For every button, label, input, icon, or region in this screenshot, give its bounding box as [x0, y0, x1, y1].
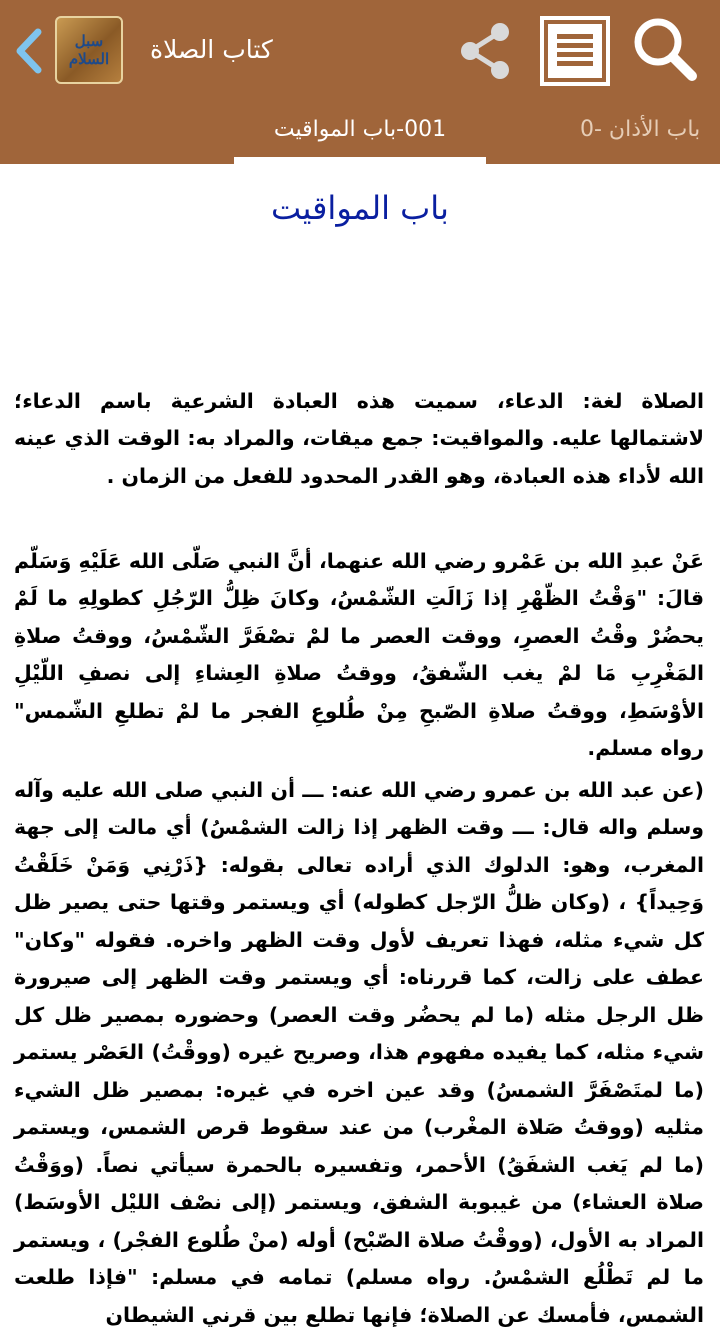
- paragraph-hadith: عَنْ عبدِ الله بن عَمْرو رضي الله عنهما، أنَّ النبي صَلّى الله عَلَيْهِ وَسَلّم قالَ: "وَقْتُ الظّهْرِ إذا زَالَتِ الشّمْسُ، وكانَ ظِلُّ الرّجُلِ كطولِهِ ما لَمْ يحضُرْ وقْتُ العصرِ، ووقت العصر ما لمْ تصْفَرَّ الشّمْسُ، ووقتُ صلاةِ المَغْرِبِ مَا لمْ يغب الشّفقُ، ووقتُ صلاةِ العِشاءِ إلى نصفِ اللّيْلِ الأوْسَطِ، ووقتُ صلاةِ الصّبحِ مِنْ طُلوعِ الفجر ما لمْ تطلعِ الشّمس" رواه مسلم.: [14, 543, 704, 768]
- app-bar: [0, 0, 720, 100]
- tab-bar: [0, 100, 720, 164]
- paragraph-definition: الصلاة لغة: الدعاء، سميت هذه العبادة الشرعية باسم الدعاء؛ لاشتمالها عليه. والمواقيت: جمع ميقات، والمراد به: الوقت الذي عينه الله لأداء هذه العبادة، وهو القدر المحدود للفعل من الزمان .: [14, 383, 704, 496]
- logo-text-top: سبل: [75, 32, 103, 50]
- active-tab-indicator: [234, 157, 486, 164]
- app-title: كتاب الصلاة: [150, 30, 273, 70]
- tab-mawaqeet[interactable]: 001-باب المواقيت: [234, 100, 486, 160]
- chevron-left-icon[interactable]: [12, 28, 46, 74]
- logo-text-bottom: السلام: [69, 50, 109, 68]
- paragraph-commentary: (عن عبد الله بن عمرو رضي الله عنه: ـــ أن النبي صلى الله عليه وآله وسلم واله قال: ـــ وقت الظهر إذا زالت الشمْسُ) أي مالت إلى جهة المغرب، وهو: الدلوك الذي أراده تعالى بقوله: {ذَرْنِي وَمَنْ خَلَقْتُ وَحِيداً} ، (وكان ظلُّ الرّجل كطوله) أي ويستمر وقتها حتى يصير ظل كل شيء مثله، فهذا تعريف لأول وقت الظهر واخره. فقوله "وكان" عطف على زالت، كما قررناه: أي ويستمر وقت الظهر إلى صيرورة ظل الرجل مثله (ما لم يحضُر وقت العصر) وحضوره بمصير ظل كل شيء مثله، كما يفيده مفهوم هذا، وصريح غيره (ووقْتُ) العَصْر يستمر (ما لمتَصْفَرَّ الشمسُ) وقد عين اخره في غيره: بمصير ظل الشيء مثليه (ووقتُ صَلاة المغْرب) من عند سقوط قرص الشمس، ويستمر (ما لم يَغب الشفَقُ) الأحمر، وتفسيره بالحمرة سيأتي نصاً. (ووَقْتُ صلاة العشاء) من غيبوبة الشفق، ويستمر (إلى نصْف الليْل الأوسَط) المراد به الأول، (ووقْتُ صلاة الصّبْح) أوله (منْ طُلوع الفجْر) ، ويستمر ما لم تَطْلُع الشمْسُ. رواه مسلم) تمامه في مسلم: "فإذا طلعت الشمس، فأمسك عن الصلاة؛ فإنها تطلع بين قرني الشيطان: [14, 772, 704, 1334]
- app-logo[interactable]: [55, 16, 123, 84]
- menu-list-icon[interactable]: [540, 16, 610, 86]
- search-icon[interactable]: [630, 14, 700, 84]
- share-icon[interactable]: [456, 22, 514, 80]
- chapter-title: باب المواقيت: [0, 186, 720, 230]
- tab-adhan[interactable]: باب الأذان -0: [580, 100, 700, 160]
- chapter-content[interactable]: [0, 164, 720, 1280]
